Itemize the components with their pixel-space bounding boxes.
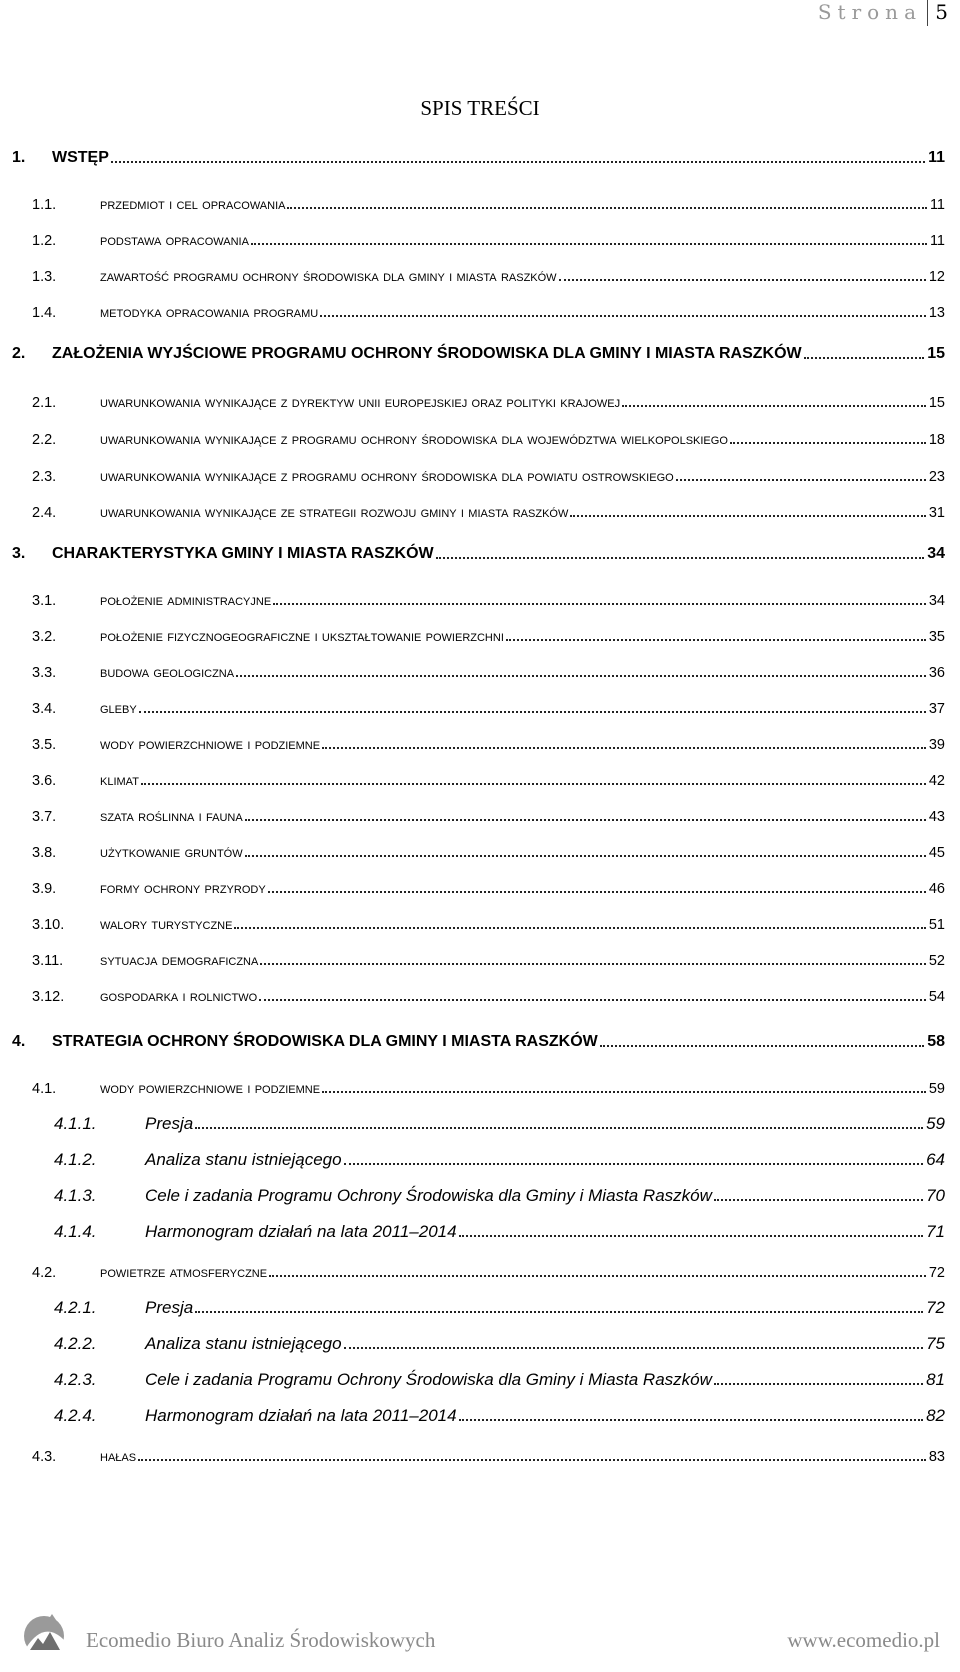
toc-entry-title: metodyka opracowania programu: [100, 303, 319, 321]
toc-entry-page: 13: [928, 304, 945, 321]
toc-entry-page: 52: [928, 952, 945, 969]
toc-dot-leader: [287, 207, 926, 209]
ecomedio-logo-icon: [16, 1610, 76, 1660]
footer-company-name: Ecomedio Biuro Analiz Środowiskowych: [86, 1628, 436, 1652]
toc-entry[interactable]: [0, 1254, 960, 1280]
toc-entry-number: 3.7.: [32, 808, 57, 825]
toc-entry-number: 3.10.: [32, 916, 65, 933]
toc-dot-leader: [459, 1235, 924, 1237]
toc-entry-page: 34: [927, 545, 945, 562]
toc-entry-number: 3.3.: [32, 664, 57, 681]
toc-entry[interactable]: [0, 458, 960, 484]
toc-entry-page: 42: [928, 772, 945, 789]
toc-entry[interactable]: [0, 1362, 960, 1388]
toc-dot-leader: [730, 442, 926, 444]
toc-entry[interactable]: [0, 834, 960, 860]
toc-entry-title: położenie administracyjne: [100, 591, 272, 609]
toc-entry-page: 36: [928, 664, 945, 681]
toc-entry-number: 3.6.: [32, 772, 57, 789]
toc-entry-page: 31: [928, 504, 945, 521]
footer-website-link[interactable]: www.ecomedio.pl: [787, 1628, 940, 1652]
toc-entry-page: 59: [926, 1114, 945, 1133]
toc-dot-leader: [138, 1459, 926, 1461]
toc-entry-title: podstawa opracowania: [100, 231, 249, 249]
toc-entry-page: 46: [928, 880, 945, 897]
toc-entry-number: 4.1.4.: [54, 1222, 97, 1241]
toc-entry-page: 45: [928, 844, 945, 861]
toc-entry[interactable]: [0, 1024, 960, 1050]
toc-entry-page: 83: [928, 1448, 945, 1465]
toc-entry-page: 35: [928, 628, 945, 645]
toc-entry-page: 11: [928, 149, 945, 166]
toc-entry[interactable]: [0, 690, 960, 716]
toc-entry[interactable]: [0, 1290, 960, 1316]
toc-entry[interactable]: [0, 1106, 960, 1132]
toc-dot-leader: [234, 927, 925, 929]
toc-entry-title: Presja: [145, 1298, 194, 1317]
toc-entry-title: Presja: [145, 1114, 194, 1133]
toc-entry-title: Cele i zadania Programu Ochrony Środowiska dla Gminy i Miasta Raszków: [145, 1186, 712, 1205]
toc-dot-leader: [141, 783, 926, 785]
toc-dot-leader: [344, 1347, 924, 1349]
page-label: Strona: [817, 0, 922, 24]
toc-entry-title: klimat: [100, 771, 139, 789]
toc-dot-leader: [245, 855, 926, 857]
toc-dot-leader: [273, 603, 926, 605]
toc-entry[interactable]: [0, 222, 960, 248]
toc-dot-leader: [714, 1199, 923, 1201]
toc-dot-leader: [245, 819, 926, 821]
toc-entry[interactable]: [0, 294, 960, 320]
toc-entry-title: Harmonogram działań na lata 2011–2014: [145, 1406, 457, 1425]
toc-entry-page: 64: [926, 1150, 945, 1169]
toc-entry-number: 1.: [12, 149, 26, 166]
toc-dot-leader: [322, 1091, 926, 1093]
toc-entry-number: 4.2.2.: [54, 1334, 97, 1353]
toc-dot-leader: [622, 405, 926, 407]
toc-entry[interactable]: [0, 336, 960, 362]
toc-entry[interactable]: [0, 1142, 960, 1168]
toc-entry-title: CHARAKTERYSTYKA GMINY I MIASTA RASZKÓW: [52, 545, 434, 562]
toc-entry[interactable]: [0, 1178, 960, 1204]
toc-entry-title: uwarunkowania wynikające z programu ochrony środowiska dla województwa wielkopolskiego: [100, 430, 728, 448]
toc-entry[interactable]: [0, 1214, 960, 1240]
toc-entry-number: 3.4.: [32, 700, 57, 717]
toc-entry[interactable]: [0, 1070, 960, 1096]
toc-entry-number: 4.2.1.: [54, 1298, 97, 1317]
toc-entry-page: 59: [928, 1080, 945, 1097]
toc-entry-title: powietrze atmosferyczne: [100, 1263, 268, 1281]
toc-dot-leader: [259, 999, 926, 1001]
toc-entry-number: 3.1.: [32, 592, 57, 609]
toc-entry-page: 37: [928, 700, 945, 717]
toc-title: SPIS TREŚCI: [420, 96, 540, 120]
toc-dot-leader: [804, 357, 925, 359]
toc-entry-number: 4.1.: [32, 1080, 57, 1097]
toc-entry-number: 1.2.: [32, 232, 57, 249]
toc-entry-page: 18: [928, 431, 945, 448]
toc-entry-number: 3.12.: [32, 988, 65, 1005]
toc-entry[interactable]: [0, 978, 960, 1004]
toc-dot-leader: [506, 639, 926, 641]
toc-entry-title: budowa geologiczna: [100, 663, 235, 681]
toc-entry-title: Harmonogram działań na lata 2011–2014: [145, 1222, 457, 1241]
toc-entry-title: formy ochrony przyrody: [100, 879, 266, 897]
toc-entry-title: WSTĘP: [52, 149, 109, 166]
toc-entry-title: walory turystyczne: [100, 915, 233, 933]
toc-entry[interactable]: [0, 582, 960, 608]
toc-entry[interactable]: [0, 536, 960, 562]
toc-entry-number: 2.4.: [32, 504, 57, 521]
toc-entry[interactable]: [0, 618, 960, 644]
toc-entry[interactable]: [0, 798, 960, 824]
toc-entry-number: 3.11.: [32, 952, 64, 969]
toc-entry-number: 1.1.: [32, 196, 57, 213]
toc-entry-page: 43: [928, 808, 945, 825]
toc-entry-page: 34: [928, 592, 945, 609]
toc-entry-title: Cele i zadania Programu Ochrony Środowiska dla Gminy i Miasta Raszków: [145, 1370, 712, 1389]
toc-entry-page: 12: [928, 268, 945, 285]
toc-dot-leader: [676, 479, 926, 481]
toc-entry-title: przedmiot i cel opracowania: [100, 195, 286, 213]
toc-entry-number: 3.: [12, 545, 26, 562]
toc-dot-leader: [268, 891, 926, 893]
toc-dot-leader: [251, 243, 927, 245]
toc-entry-title: STRATEGIA OCHRONY ŚRODOWISKA DLA GMINY I MIASTA RASZKÓW: [52, 1033, 598, 1050]
toc-entry-title: Analiza stanu istniejącego: [145, 1334, 342, 1353]
toc-dot-leader: [322, 747, 926, 749]
toc-entry[interactable]: [0, 421, 960, 447]
toc-entry-page: 72: [928, 1264, 945, 1281]
toc-entry-number: 4.2.4.: [54, 1406, 97, 1425]
toc-dot-leader: [195, 1311, 923, 1313]
toc-entry-page: 15: [928, 394, 945, 411]
toc-entry-page: 54: [928, 988, 945, 1005]
toc-entry-title: Analiza stanu istniejącego: [145, 1150, 342, 1169]
toc-entry-number: 4.: [12, 1033, 26, 1050]
toc-entry-title: wody powierzchniowe i podziemne: [100, 735, 321, 753]
toc-entry[interactable]: [0, 186, 960, 212]
toc-entry-page: 81: [926, 1370, 945, 1389]
toc-entry-title: sytuacja demograficzna: [100, 951, 259, 969]
toc-entry-title: uwarunkowania wynikające z programu ochrony środowiska dla powiatu ostrowskiego: [100, 467, 674, 485]
toc-entry[interactable]: [0, 762, 960, 788]
toc-entry[interactable]: [0, 654, 960, 680]
toc-entry-page: 58: [927, 1033, 945, 1050]
toc-entry-number: 4.2.: [32, 1264, 57, 1281]
toc-entry-number: 3.2.: [32, 628, 57, 645]
page-number: 5: [935, 0, 948, 24]
toc-entry-title: ZAŁOŻENIA WYJŚCIOWE PROGRAMU OCHRONY ŚRODOWISKA DLA GMINY I MIASTA RASZKÓW: [52, 345, 802, 362]
toc-entry-number: 4.1.1.: [54, 1114, 97, 1133]
toc-entry-page: 70: [926, 1186, 945, 1205]
toc-dot-leader: [600, 1045, 924, 1047]
toc-entry-page: 11: [929, 232, 945, 249]
toc-entry-title: zawartość programu ochrony środowiska dla gminy i miasta raszków: [100, 267, 557, 285]
toc-dot-leader: [269, 1275, 926, 1277]
toc-entry[interactable]: [0, 870, 960, 896]
toc-entry[interactable]: [0, 384, 960, 410]
toc-entry[interactable]: [0, 942, 960, 968]
toc-dot-leader: [714, 1383, 923, 1385]
toc-entry[interactable]: [0, 258, 960, 284]
toc-entry-number: 2.3.: [32, 468, 57, 485]
toc-entry-title: gleby: [100, 699, 137, 717]
toc-entry-title: wody powierzchniowe i podziemne: [100, 1079, 321, 1097]
toc-entry-number: 1.3.: [32, 268, 57, 285]
toc-entry-number: 3.5.: [32, 736, 57, 753]
toc-entry-number: 1.4.: [32, 304, 57, 321]
toc-dot-leader: [344, 1163, 924, 1165]
toc-entry-number: 4.2.3.: [54, 1370, 97, 1389]
toc-dot-leader: [436, 557, 925, 559]
toc-dot-leader: [320, 315, 926, 317]
page-header: [0, 0, 960, 30]
toc-entry-page: 72: [926, 1298, 945, 1317]
toc-dot-leader: [559, 279, 926, 281]
toc-dot-leader: [195, 1127, 923, 1129]
toc-entry-number: 2.2.: [32, 431, 57, 448]
toc-entry-title: hałas: [100, 1447, 137, 1465]
toc-dot-leader: [570, 515, 926, 517]
toc-entry-title: położenie fizycznogeograficzne i ukształtowanie powierzchni: [100, 627, 504, 645]
toc-entry[interactable]: [0, 494, 960, 520]
toc-entry-number: 4.3.: [32, 1448, 57, 1465]
toc-entry-page: 23: [928, 468, 945, 485]
toc-entry-page: 39: [928, 736, 945, 753]
toc-entry-number: 2.: [12, 345, 26, 362]
toc-entry-title: uwarunkowania wynikające z dyrektyw unii europejskiej oraz polityki krajowej: [100, 393, 621, 411]
toc-entry-page: 51: [928, 916, 945, 933]
toc-entry-title: szata roślinna i fauna: [100, 807, 243, 825]
toc-entry-page: 71: [926, 1222, 945, 1241]
toc-entry-title: uwarunkowania wynikające ze strategii rozwoju gminy i miasta raszków: [100, 503, 569, 521]
toc-dot-leader: [236, 675, 926, 677]
toc-entry-number: 3.9.: [32, 880, 57, 897]
toc-entry-title: gospodarka i rolnictwo: [100, 987, 258, 1005]
toc-dot-leader: [139, 711, 926, 713]
toc-entry-number: 3.8.: [32, 844, 57, 861]
toc-entry-page: 15: [927, 345, 945, 362]
toc-entry[interactable]: [0, 726, 960, 752]
toc-entry-page: 11: [929, 196, 945, 213]
toc-entry[interactable]: [0, 140, 960, 166]
toc-entry[interactable]: [0, 1398, 960, 1424]
toc-entry-page: 82: [926, 1406, 945, 1425]
toc-entry-number: 4.1.3.: [54, 1186, 97, 1205]
toc-dot-leader: [260, 963, 926, 965]
toc-entry-number: 4.1.2.: [54, 1150, 97, 1169]
toc-entry[interactable]: [0, 1326, 960, 1352]
toc-entry[interactable]: [0, 906, 960, 932]
toc-entry-number: 2.1.: [32, 394, 57, 411]
page-separator: [927, 0, 928, 26]
toc-dot-leader: [111, 161, 925, 163]
page-footer: [0, 1610, 960, 1672]
toc-entry-page: 75: [926, 1334, 945, 1353]
toc-entry-title: użytkowanie gruntów: [100, 843, 243, 861]
toc-entry[interactable]: [0, 1438, 960, 1464]
toc-dot-leader: [459, 1419, 924, 1421]
